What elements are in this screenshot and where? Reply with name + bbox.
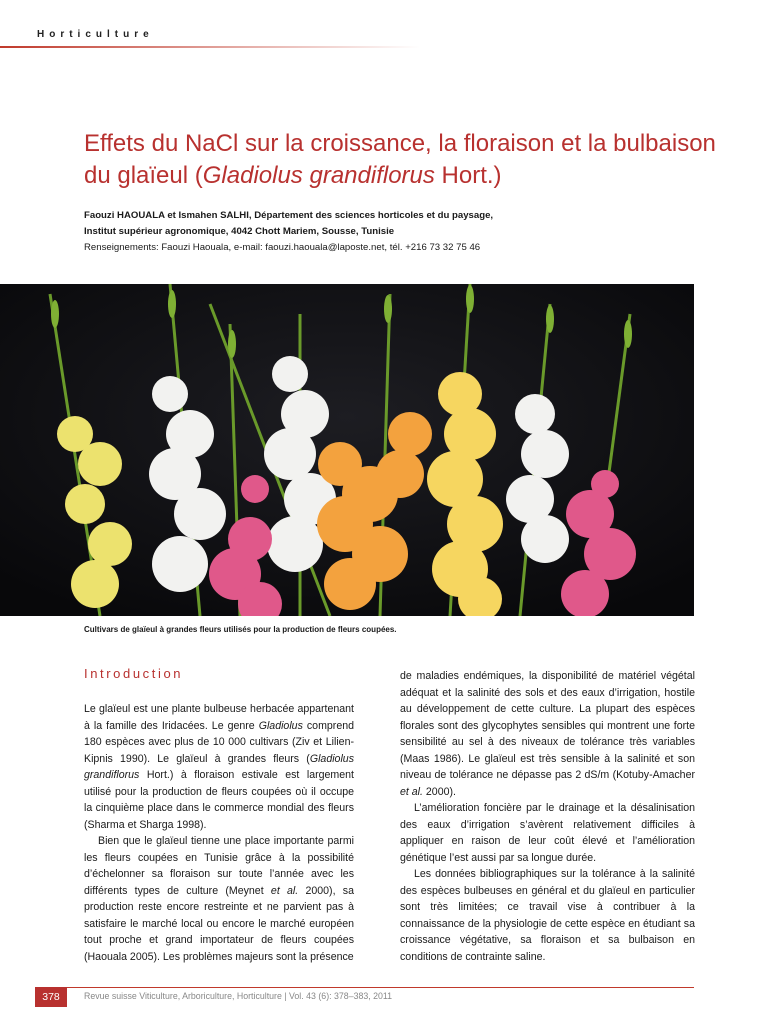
page-number: 378	[35, 987, 67, 1007]
paragraph-2: Bien que le glaïeul tienne une place importante parmi les fleurs coupées en Tunisie grâce à la possibilité d’échelonner sa floraison sur toute l’année avec les différents types de culture (Meynet et al. 2000), sa production reste encore restreinte et ne parvient pas à satisfaire le marché local ou encore le marché européen tout proche et grand importateur de fleurs coupées (Haouala 2005). Les problèmes majeurs sont la présence	[84, 835, 354, 963]
section-tag: Horticulture	[37, 29, 154, 40]
author-block	[84, 208, 704, 256]
author-line-1: Faouzi HAOUALA et Ismahen SALHI, Département des sciences horticoles et du paysage,	[84, 210, 494, 221]
author-line-2: Institut supérieur agronomique, 4042 Chott Mariem, Sousse, Tunisie	[84, 226, 395, 237]
paragraph-5: Les données bibliographiques sur la tolérance à la salinité des espèces bulbeuses en général et du glaïeul en particulier sont très limitées; ce travail vise à contribuer à la connaissance de la physiologie de cette espèce en étudiant sa croissance végétative, sa floraison et sa bulbaison en conditions de contrainte saline.	[400, 868, 695, 963]
article-title: Effets du NaCl sur la croissance, la floraison et la bulbaison du glaïeul (Gladiolus grandiflorus Hort.)	[84, 130, 716, 189]
contact-line: Renseignements: Faouzi Haouala, e-mail: faouzi.haouala@laposte.net, tél. +216 73 32 75 46	[84, 242, 481, 253]
journal-citation: Revue suisse Viticulture, Arboriculture, Horticulture | Vol. 43 (6): 378–383, 2011	[84, 991, 393, 1001]
section-heading-introduction: Introduction	[84, 666, 184, 681]
header-rule	[0, 46, 420, 48]
figure-caption: Cultivars de glaïeul à grandes fleurs utilisés pour la production de fleurs coupées.	[84, 625, 397, 634]
text-column-left	[84, 666, 354, 965]
paragraph-4: L’amélioration foncière par le drainage et la désalinisation des eaux d’irrigation s’avèrent relativement difficiles à appliquer en raison de leur coût élevé et l’amélioration génétique l’est aussi par sa longue durée.	[400, 802, 695, 864]
flower-illustration	[0, 284, 694, 616]
gladiolus-photo	[0, 284, 694, 616]
text-column-right	[400, 668, 695, 965]
footer-rule	[37, 987, 694, 988]
paragraph-3: de maladies endémiques, la disponibilité de matériel végétal adéquat et la salinité des sols et des eaux d’irrigation, hostile au développement de cette culture. La plupart des espèces florales sont des glycophytes sensibles qui montrent une forte sensibilité au sel à des niveaux de tolérance très variables (Maas 1986). Le glaïeul est très sensible à la salinité et son niveau de tolérance ne dépasse pas 2 dS/m (Kotuby-Amacher et al. 2000).	[400, 670, 695, 798]
paragraph-1: Le glaïeul est une plante bulbeuse herbacée appartenant à la famille des Iridacées. Le genre Gladiolus comprend 180 espèces avec plus de 10 000 cultivars (Ziv et Lilien-Kipnis 1990). Le glaïeul à grandes fleurs (Gladiolus grandiflorus Hort.) à floraison estivale est largement utilisé pour la production de fleurs coupées où il occupe la cinquième place dans le commerce mondial des fleurs (Sharma et Sharga 1998).	[84, 703, 354, 831]
